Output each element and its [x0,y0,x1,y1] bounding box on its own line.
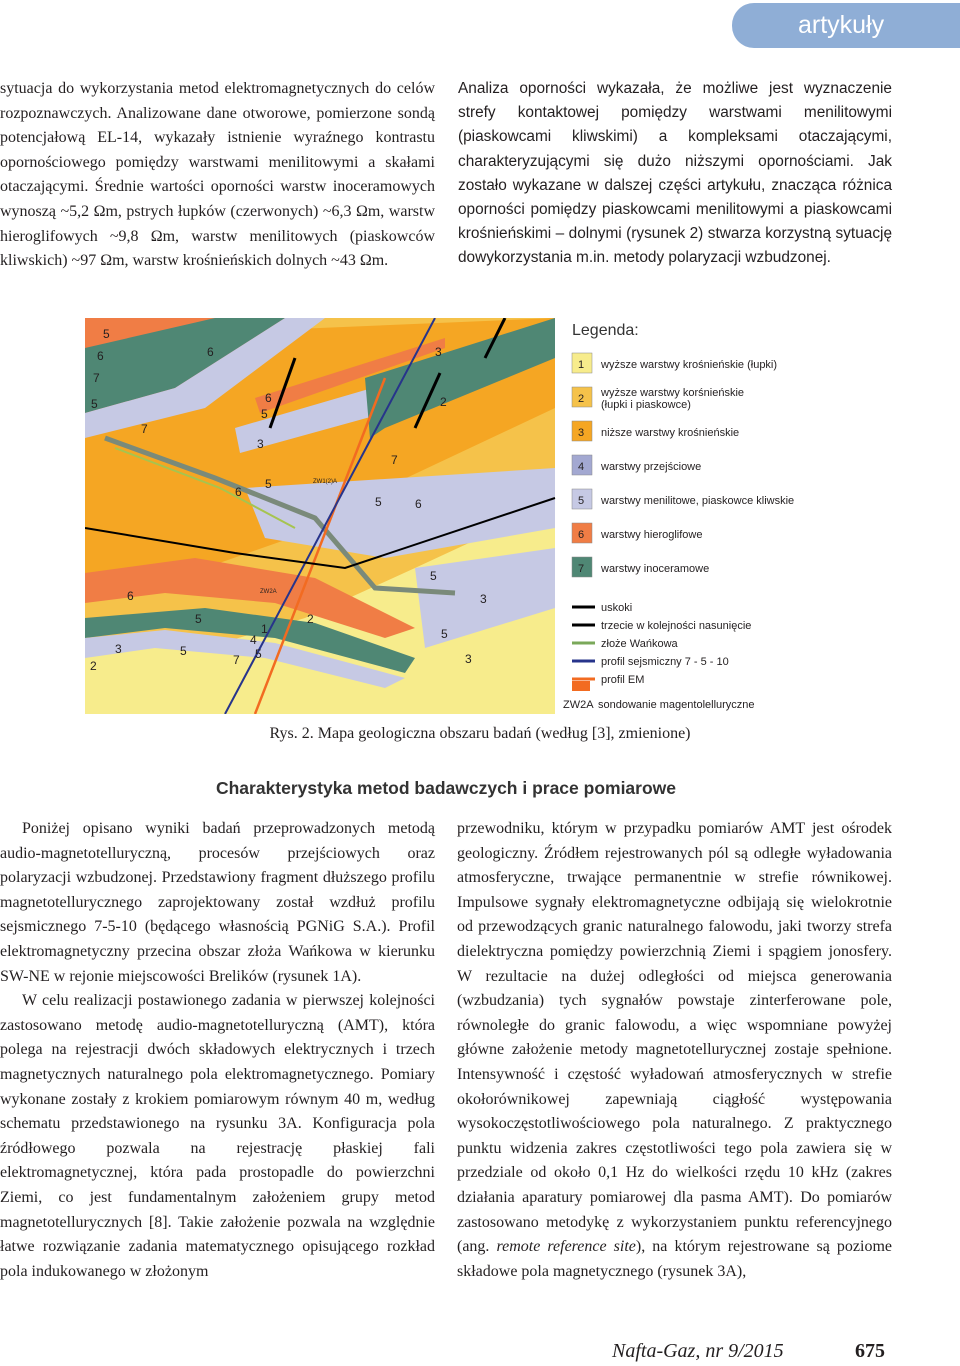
legend-label: warstwy inoceramowe [601,563,710,575]
body-text: ), na którym rejestrowane są poziome składowe pola magnetycznego (rysunek 3A), [457,1238,892,1280]
legend-number: 4 [578,461,585,473]
map-label: 7 [391,453,398,467]
map-label: 2 [90,659,97,673]
map-label: 3 [480,592,487,606]
map-label: 6 [265,391,272,405]
map-label: 6 [415,497,422,511]
legend-zw-label: sondowanie magentolelluryczne [598,699,755,711]
map-legend [560,318,805,714]
legend-number: 7 [578,563,585,575]
legend-title: Legenda: [572,322,639,339]
body-column-right [457,817,892,1284]
map-label: 5 [180,644,187,658]
body-paragraph [457,817,892,1284]
station-label: ZW2A [260,589,277,595]
legend-label: wyższe warstwy krośnieńskie (łupki) [601,359,778,371]
body-column-left [0,817,435,1284]
map-label: 4 [250,633,257,647]
map-label: 6 [127,589,134,603]
map-label: 5 [255,647,262,661]
legend-label: warstwy przejściowe [601,461,702,473]
legend-line-label: profil EM [601,674,645,686]
legend-label: niższe warstwy krośnieńskie [601,427,740,439]
intro-paragraph-left: sytuacja do wykorzystania metod elektromagnetycznych do celów rozpoznawczych. Analizowane dane otworowe, pomierzone sondą potencjałową EL-14, wykazały istnienie wyraźnego kontrastu opornościowego pomiędzy warstwami menilitowymi a skałami otaczającymi. Średnie wartości oporności warstw inoceramowych wynoszą ~5,2 Ωm, pstrych łupków (czerwonych) ~6,3 Ωm, warstw hieroglifowych ~9,8 Ωm, warstw menilitowych (piaskowców kliwskich) ~97 Ωm, warstw krośnieńskich dolnych ~43 Ωm. [0,80,435,270]
map-label: 5 [103,327,110,341]
map-label: 5 [261,407,268,421]
map-label: 2 [440,395,447,409]
legend-line-label: złoże Wańkowa [601,638,678,650]
journal-name: Nafta-Gaz, nr 9/2015 [612,1340,784,1362]
legend-label: warstwy menilitowe, piaskowce kliwskie [601,495,795,507]
map-label: 3 [115,642,122,656]
map-label: 6 [207,345,214,359]
legend-background [560,318,805,714]
legend-line-label: uskoki [601,602,633,614]
map-label: 7 [141,422,148,436]
legend-line-label: profil sejsmiczny 7 - 5 - 10 [601,656,729,668]
map-label: 3 [465,652,472,666]
map-label: 5 [441,627,448,641]
map-label: 5 [265,477,272,491]
map-label: 7 [93,371,100,385]
legend-number: 6 [578,529,585,541]
figure-caption: Rys. 2. Mapa geologiczna obszaru badań (według [3], zmienione) [269,725,691,742]
map-label: 3 [257,437,264,451]
map-label: 1 [261,622,268,636]
legend-number: 5 [578,495,585,507]
legend-number: 2 [578,393,585,405]
section-heading: Charakterystyka metod badawczych i prace pomiarowe [215,778,677,798]
body-paragraph: W celu realizacji postawionego zadania w pierwszej kolejności zastosowano metodę audio-magnetotelluryczną (AMT), która polega na rejestracji dwóch składowych elektrycznych i trzech magnetycznych naturalnego pola elektromagnetycznego. Pomiary wykonane zostały z krokiem pomiarowym równym 40 m, według schematu przedstawionego na rysunku 3A. Konfiguracja pola źródłowego pozwala na rejestrację płaskiej fali elektromagnetycznej, która pada prostopadle do powierzchni Ziemi, co jest fundamentalnym założeniem grupy metod magnetotellurycznych [8]. Takie założenie pozwala na względnie łatwe rozwiązanie zadania matematycznego opisującego rozkład pola indukowanego w złożonym [0,992,435,1280]
map-label: 5 [91,397,98,411]
legend-zw-code: ZW2A [563,699,594,711]
legend-label: warstwy hieroglifowe [601,529,703,541]
geological-map [85,318,555,714]
zw-station-marker [572,681,590,691]
map-label: 6 [235,485,242,499]
map-label: 5 [375,495,382,509]
map-label: 6 [97,349,104,363]
body-text: przewodniku, którym w przypadku pomiarów AMT jest ośrodek geologiczny. Źródłem rejestrowanych pól są odległe wyładowania atmosferyczne, trwające permanentnie w strefie równikowej. Impulsowe sygnały elektromagnetyczne odbijają się wielokrotnie od przewodzących granic naturalnego falowodu, jaki tworzy strefa dielektryczna pomiędzy powierzchnią Ziemi i spągiem jonosfery. W rezultacie na dużej odległości od miejsca generowania (wzbudzania) tych sygnałów powstaje zinterferowane pole, równoległe do granic falowodu, a więc wspomniane powyżej główne założenie metody magnetotellurycznej zostaje spełnione. Intensywność i częstość wyładowań atmosferycznych w strefie okołorównikowej zapewniają ciągłość występowania wysokoczęstotliwościowego pola naturalnego. Z praktycznego punktu widzenia zakres częstotliwości tego pola zawiera się w przedziale od około 0,1 Hz do wielkości rzędu 10 kHz (zakres działania aparatury pomiarowej dla pasma AMT). Do pomiarów zastosowano metodykę z wykorzystaniem punktu referencyjnego (ang. [457,820,892,1256]
section-tag: artykuły [732,3,960,48]
map-label: 5 [195,612,202,626]
body-text-italic: remote reference site [496,1238,636,1256]
legend-label: (łupki i piaskowce) [601,399,691,411]
station-label: ZW1(2)A [313,479,337,485]
legend-line-label: trzecie w kolejności nasunięcie [601,620,752,632]
map-label: 7 [233,653,240,667]
map-label: 2 [307,612,314,626]
body-paragraph: Poniżej opisano wyniki badań przeprowadzonych metodą audio-magnetotelluryczną, procesów przejściowych oraz polaryzacji wzbudzonej. Przedstawiony fragment dłuższego profilu magnetotellurycznego zaprojektowany został wzdłuż profilu sejsmicznego 7-5-10 (będącego własnością PGNiG S.A.). Profil elektromagnetyczny przecina obszar złoża Wańkowa w kierunku SW-NE w rejonie miejscowości Brelików (rysunek 1A). [0,820,435,985]
legend-number: 3 [578,427,585,439]
map-label: 3 [435,345,442,359]
legend-label: wyższe warstwy korśnieńskie [601,387,745,399]
legend-number: 1 [578,359,585,371]
page-number: 675 [855,1340,885,1362]
geological-map-figure [85,318,805,714]
map-label: 5 [430,569,437,583]
intro-paragraph-right: Analiza oporności wykazała, że możliwe jest wyznaczenie strefy kontaktowej pomiędzy warstwami menilitowymi (piaskowcami kliwskimi) a kompleksami otaczającymi, charakteryzującymi się dużo niższymi opornościami. Jak zostało wykazane w dalszej części artykułu, znacząca różnica oporności pomiędzy piaskowcami menilitowymi a piaskowcami krośnieńskimi – dolnymi (rysunek 2) stwarza korzystną sytuację dowykorzystania m.in. metody polaryzacji wzbudzonej. [458,80,892,267]
